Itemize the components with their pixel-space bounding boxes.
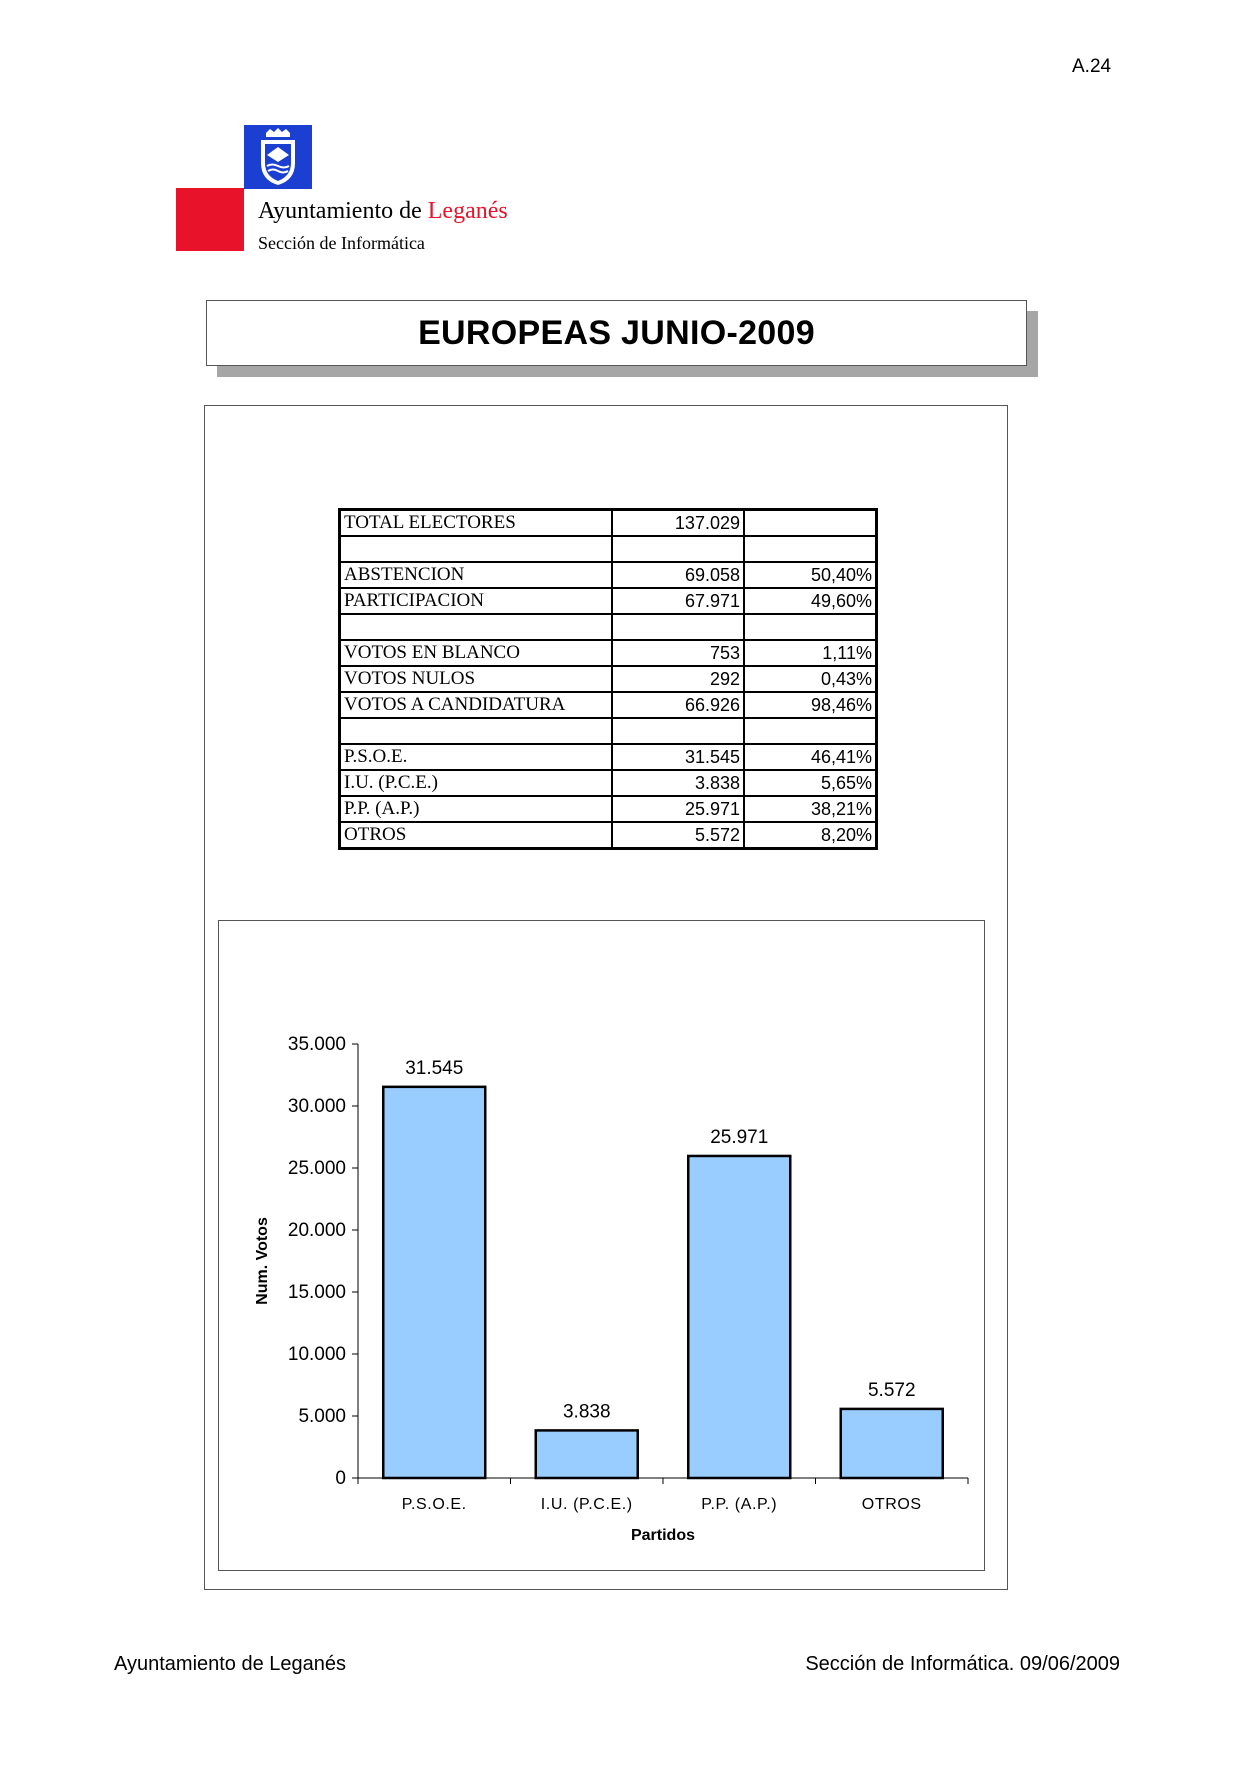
table-row	[340, 614, 877, 640]
x-axis-title: Partidos	[630, 1527, 696, 1544]
results-table	[338, 508, 878, 850]
bar-value-label: 3.838	[562, 1401, 611, 1423]
row-label: ABSTENCION	[340, 562, 613, 588]
row-label: P.P. (A.P.)	[340, 796, 613, 822]
y-tick-label: 30.000	[287, 1096, 346, 1117]
org-name: Ayuntamiento de Leganés	[258, 198, 508, 224]
row-label: VOTOS NULOS	[340, 666, 613, 692]
row-label: OTROS	[340, 822, 613, 849]
table-row	[340, 796, 877, 822]
row-percent	[744, 510, 877, 537]
row-label: PARTICIPACION	[340, 588, 613, 614]
x-tick-label: I.U. (P.C.E.)	[540, 1496, 633, 1513]
row-percent: 46,41%	[744, 744, 877, 770]
page-number: A.24	[1072, 56, 1112, 77]
row-label: VOTOS A CANDIDATURA	[340, 692, 613, 718]
y-tick-label: 35.000	[287, 1034, 346, 1055]
row-label: P.S.O.E.	[340, 744, 613, 770]
y-tick-label: 25.000	[287, 1158, 346, 1179]
row-value: 31.545	[612, 744, 744, 770]
table-row	[340, 536, 877, 562]
table-row	[340, 666, 877, 692]
bar-value-label: 5.572	[867, 1379, 916, 1401]
chart-frame	[218, 920, 985, 1571]
page-title: EUROPEAS JUNIO-2009	[206, 300, 1027, 366]
table-row	[340, 588, 877, 614]
row-label: VOTOS EN BLANCO	[340, 640, 613, 666]
footer-left: Ayuntamiento de Leganés	[114, 1653, 347, 1675]
row-percent	[744, 536, 877, 562]
row-value: 5.572	[612, 822, 744, 849]
row-value	[612, 614, 744, 640]
table-row	[340, 510, 877, 537]
row-label: I.U. (P.C.E.)	[340, 770, 613, 796]
row-value: 66.926	[612, 692, 744, 718]
row-percent: 5,65%	[744, 770, 877, 796]
x-tick-label: P.S.O.E.	[401, 1496, 467, 1513]
row-label: TOTAL ELECTORES	[340, 510, 613, 537]
table-row	[340, 822, 877, 849]
table-row	[340, 744, 877, 770]
y-tick-label: 10.000	[287, 1344, 346, 1365]
row-label	[340, 614, 613, 640]
coat-of-arms-icon	[244, 125, 312, 189]
row-label	[340, 536, 613, 562]
row-percent: 1,11%	[744, 640, 877, 666]
row-percent: 38,21%	[744, 796, 877, 822]
row-value: 69.058	[612, 562, 744, 588]
footer-right: Sección de Informática. 09/06/2009	[805, 1653, 1120, 1675]
row-value: 67.971	[612, 588, 744, 614]
row-value	[612, 718, 744, 744]
org-section: Sección de Informática	[258, 233, 425, 253]
row-percent: 0,43%	[744, 666, 877, 692]
bar-value-label: 31.545	[405, 1057, 464, 1079]
table-row	[340, 640, 877, 666]
row-percent: 49,60%	[744, 588, 877, 614]
bar-value-label: 25.971	[710, 1126, 769, 1148]
x-tick-label: P.P. (A.P.)	[701, 1496, 778, 1513]
org-name-city: Leganés	[427, 198, 508, 224]
table-row	[340, 718, 877, 744]
row-percent: 98,46%	[744, 692, 877, 718]
x-tick-label: OTROS	[861, 1496, 922, 1513]
row-value	[612, 536, 744, 562]
y-tick-label: 20.000	[287, 1220, 346, 1241]
row-value: 753	[612, 640, 744, 666]
y-tick-label: 5.000	[298, 1406, 346, 1427]
row-value: 25.971	[612, 796, 744, 822]
y-tick-label: 15.000	[287, 1282, 346, 1303]
row-value: 3.838	[612, 770, 744, 796]
y-axis-title: Num. Votos	[254, 1217, 271, 1305]
y-tick-label: 0	[335, 1468, 346, 1489]
table-row	[340, 692, 877, 718]
table-row	[340, 770, 877, 796]
table-row	[340, 562, 877, 588]
row-percent	[744, 718, 877, 744]
row-percent	[744, 614, 877, 640]
row-value: 137.029	[612, 510, 744, 537]
row-percent: 50,40%	[744, 562, 877, 588]
row-label	[340, 718, 613, 744]
row-value: 292	[612, 666, 744, 692]
row-percent: 8,20%	[744, 822, 877, 849]
logo-red-square	[176, 188, 244, 251]
